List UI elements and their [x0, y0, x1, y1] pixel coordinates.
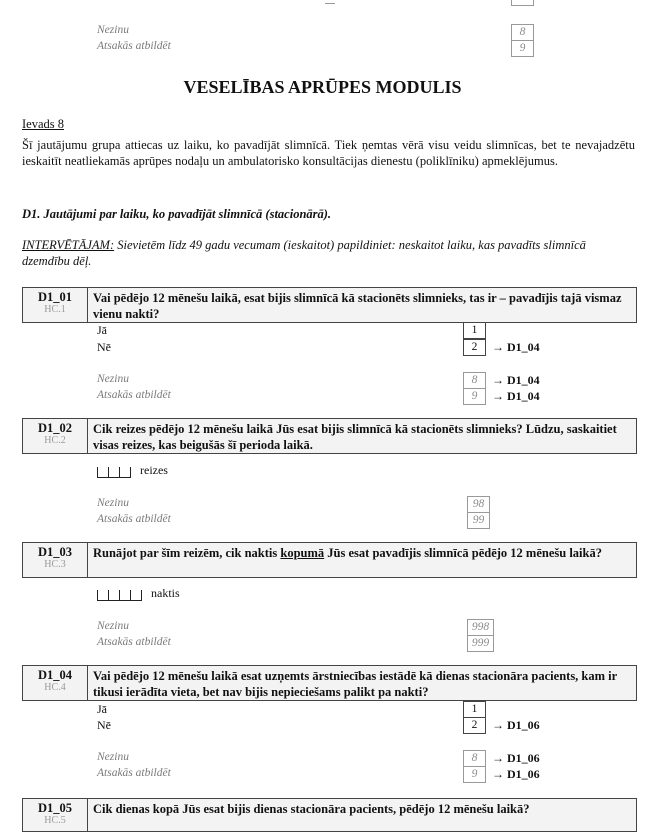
module-title: VESELĪBAS APRŪPES MODULIS [183, 77, 462, 97]
question-code: HC.5 [44, 815, 66, 826]
question-id-box [23, 419, 88, 453]
option-label: Atsakās atbildēt [97, 767, 171, 779]
question-id: D1_02 [37, 421, 73, 435]
option-code[interactable]: 999 [467, 635, 494, 652]
option-code[interactable]: 1 [463, 701, 486, 718]
question-code: HC.2 [44, 435, 66, 446]
question-code: HC.4 [44, 682, 66, 693]
question-id: D1_03 [37, 545, 73, 559]
option-code[interactable]: 98 [467, 496, 490, 513]
skip-instruction: → D1_04 [492, 340, 540, 354]
question-id: D1_05 [37, 801, 73, 815]
question-d1-02 [22, 418, 637, 454]
top-option-dontknow-label: Nezinu [97, 24, 129, 36]
intro-text: Šī jautājumu grupa attiecas uz laiku, ko pavadījāt slimnīcā. Tiek ņemtas vērā visu veidu slimnīcas, bet te nevajadzētu ieskaitīt neatliekamās aprūpes nodaļu un ambulatorisko konsultācijas dienestu (poliklīniku) apmeklējumus. [22, 138, 635, 168]
option-label: Nē [97, 718, 111, 732]
question-d1-04 [22, 665, 637, 701]
top-option-dontknow-code: 8 [511, 24, 534, 41]
count-input[interactable] [97, 463, 168, 478]
question-text-part: Jūs esat pavadījis slimnīcā pēdējo 12 mēnešu laikā? [324, 546, 602, 560]
count-unit: reizes [140, 463, 168, 477]
section-title: D1. Jautājumi par laiku, ko pavadījāt slimnīcā (stacionārā). [22, 207, 332, 221]
question-id-box [23, 799, 88, 831]
option-label: Jā [97, 702, 107, 716]
option-label: Jā [97, 323, 107, 337]
intro-heading: Ievads 8 [22, 117, 64, 131]
skip-instruction: → D1_06 [492, 718, 540, 732]
option-label: Nezinu [97, 751, 129, 763]
option-label: Nē [97, 340, 111, 354]
nights-input[interactable] [97, 586, 180, 601]
question-id-box [23, 543, 88, 577]
interviewer-text: Sievietēm līdz 49 gadu vecumam (ieskaitot) papildiniet: neskaitot laiku, kas pavadīts slimnīcā dzemdību dēļ. [22, 238, 586, 268]
skip-instruction: → D1_06 [492, 767, 540, 781]
question-d1-03 [22, 542, 637, 578]
skip-instruction: → D1_06 [492, 751, 540, 765]
skip-instruction: → D1_04 [492, 389, 540, 403]
question-id: D1_04 [37, 668, 73, 682]
top-option-refuse-label: Atsakās atbildēt [97, 40, 171, 52]
option-code[interactable]: 9 [463, 388, 486, 405]
question-id: D1_01 [37, 290, 73, 304]
option-label: Atsakās atbildēt [97, 389, 171, 401]
option-code[interactable]: 998 [467, 619, 494, 636]
option-label: Atsakās atbildēt [97, 636, 171, 648]
question-text-part: Runājot par šīm reizēm, cik naktis [93, 546, 281, 560]
question-d1-01 [22, 287, 637, 323]
option-code[interactable]: 9 [463, 766, 486, 783]
question-d1-05 [22, 798, 637, 832]
option-code[interactable]: 99 [467, 512, 490, 529]
top-option-refuse-code: 9 [511, 40, 534, 57]
option-label: Atsakās atbildēt [97, 513, 171, 525]
nights-unit: naktis [151, 586, 180, 600]
question-id-box [23, 666, 88, 700]
option-code[interactable]: 2 [463, 717, 486, 734]
top-remnant-line [325, 0, 335, 4]
skip-instruction: → D1_04 [492, 373, 540, 387]
option-label: Nezinu [97, 497, 129, 509]
question-text [93, 545, 630, 561]
option-code[interactable]: 8 [463, 750, 486, 767]
question-id-box [23, 288, 88, 322]
interviewer-note [22, 237, 635, 269]
question-text: Cik dienas kopā Jūs esat bijis dienas stacionāra pacients, pēdējo 12 mēnešu laikā? [93, 802, 530, 816]
question-text: Vai pēdējo 12 mēnešu laikā, esat bijis slimnīcā kā stacionēts slimnieks, tas ir – pavadījis tajā vismaz vienu nakti? [93, 291, 622, 321]
option-code[interactable]: 8 [463, 372, 486, 389]
top-remnant-box [511, 0, 534, 6]
interviewer-label: INTERVĒTĀJAM: [22, 238, 115, 252]
option-label: Nezinu [97, 620, 129, 632]
option-label: Nezinu [97, 373, 129, 385]
question-text-emphasis: kopumā [280, 546, 325, 560]
question-text: Cik reizes pēdējo 12 mēnešu laikā Jūs esat bijis slimnīcā kā stacionēts slimnieks? Lūdzu, saskaitiet visas reizes, kas beigušās šī perioda laikā. [93, 422, 617, 452]
option-code[interactable]: 1 [463, 322, 486, 339]
question-text: Vai pēdējo 12 mēnešu laikā esat uzņemts ārstniecības iestādē kā dienas stacionāra pacients, kam ir tikusi ierādīta vieta, bet nav bijis nepieciešams palikt pa nakti? [93, 669, 617, 699]
question-code: HC.1 [44, 304, 66, 315]
option-code[interactable]: 2 [463, 339, 486, 356]
question-code: HC.3 [44, 559, 66, 570]
